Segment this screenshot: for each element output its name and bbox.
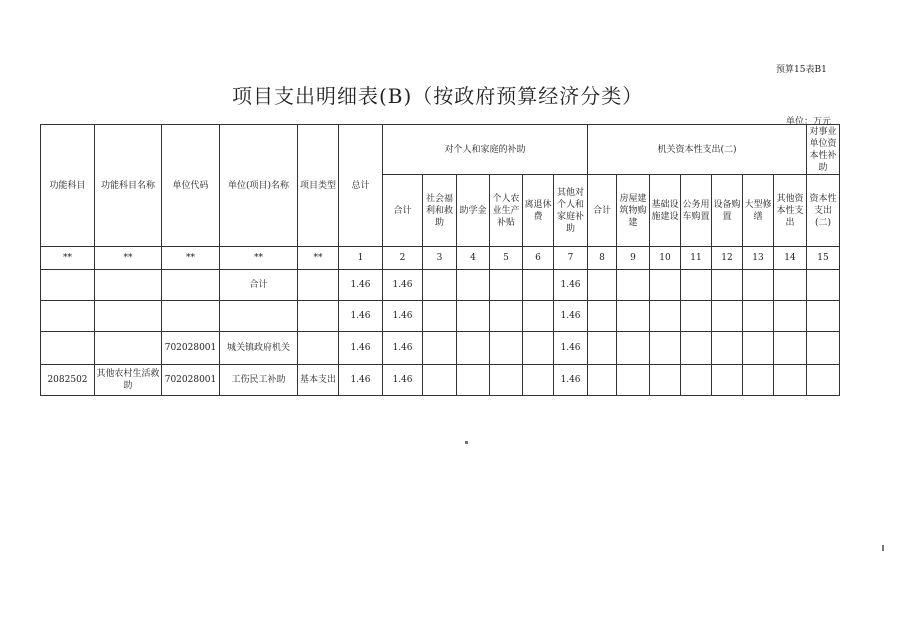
subheader-cell: 个人农业生产补贴	[490, 175, 523, 247]
subtotal-cell: 1.46	[383, 270, 423, 301]
unit-code-cell: 702028001	[162, 365, 220, 396]
index-cell: 1	[339, 247, 383, 270]
index-cell: **	[220, 247, 298, 270]
subheader-cell: 合计	[588, 175, 617, 247]
table-row	[41, 332, 840, 365]
func-code-cell	[41, 332, 95, 365]
header-project-type: 项目类型	[298, 125, 339, 247]
unit-code-cell	[162, 270, 220, 301]
index-cell: **	[298, 247, 339, 270]
total-cell: 1.46	[339, 332, 383, 365]
type-cell: 基本支出	[298, 365, 339, 396]
func-name-cell	[95, 270, 162, 301]
header-unit-code: 单位代码	[162, 125, 220, 247]
index-cell: 6	[523, 247, 554, 270]
func-code-cell	[41, 270, 95, 301]
table-code: 预算15表B1	[776, 65, 827, 75]
func-name-cell	[95, 332, 162, 365]
subheader-cell: 大型修缮	[743, 175, 774, 247]
subheader-cell: 资本性支出(二)	[807, 175, 840, 247]
subheader-cell: 公务用车购置	[681, 175, 712, 247]
index-cell: 8	[588, 247, 617, 270]
subheader-cell: 社会福利和救助	[423, 175, 457, 247]
unit-name-cell	[220, 301, 298, 332]
header-func-name: 功能科目名称	[95, 125, 162, 247]
index-cell: 11	[681, 247, 712, 270]
unit-code-cell: 702028001	[162, 332, 220, 365]
subheader-cell: 离退休费	[523, 175, 554, 247]
func-code-cell: 2082502	[41, 365, 95, 396]
index-cell: 12	[712, 247, 743, 270]
index-cell: 7	[554, 247, 588, 270]
subheader-cell: 助学金	[457, 175, 490, 247]
index-cell: **	[95, 247, 162, 270]
header-group-enterprise: 对事业单位资本性补助	[807, 125, 840, 175]
header-group-personal: 对个人和家庭的补助	[383, 125, 588, 175]
index-cell: 3	[423, 247, 457, 270]
total-cell: 1.46	[339, 301, 383, 332]
unit-code-cell	[162, 301, 220, 332]
subheader-cell: 其他资本性支出	[774, 175, 807, 247]
subheader-cell: 设备购置	[712, 175, 743, 247]
index-cell: 10	[650, 247, 681, 270]
index-cell: 4	[457, 247, 490, 270]
table-row	[41, 270, 840, 301]
scan-dot	[465, 441, 468, 444]
total-cell: 1.46	[339, 270, 383, 301]
header-unit-name: 单位(项目)名称	[220, 125, 298, 247]
other-personal-cell: 1.46	[554, 365, 588, 396]
subtotal-cell: 1.46	[383, 365, 423, 396]
header-total: 总计	[339, 125, 383, 247]
header-group-capital: 机关资本性支出(二)	[588, 125, 807, 175]
index-cell: 5	[490, 247, 523, 270]
index-cell: 14	[774, 247, 807, 270]
other-personal-cell: 1.46	[554, 270, 588, 301]
header-func-code: 功能科目	[41, 125, 95, 247]
type-cell	[298, 270, 339, 301]
index-row	[41, 247, 840, 270]
unit-name-cell: 城关镇政府机关	[220, 332, 298, 365]
index-cell: 15	[807, 247, 840, 270]
subheader-cell: 合计	[383, 175, 423, 247]
type-cell	[298, 301, 339, 332]
unit-name-cell: 工伤民工补助	[220, 365, 298, 396]
index-cell: **	[162, 247, 220, 270]
func-name-cell	[95, 301, 162, 332]
subtotal-cell: 1.46	[383, 301, 423, 332]
unit-name-cell: 合计	[220, 270, 298, 301]
subheader-cell: 房屋建筑物购建	[617, 175, 650, 247]
other-personal-cell: 1.46	[554, 332, 588, 365]
total-cell: 1.46	[339, 365, 383, 396]
subheader-cell: 基础设施建设	[650, 175, 681, 247]
expenditure-table	[40, 124, 840, 396]
table-row	[41, 301, 840, 332]
index-cell: 13	[743, 247, 774, 270]
index-cell: **	[41, 247, 95, 270]
func-code-cell	[41, 301, 95, 332]
subtotal-cell: 1.46	[383, 332, 423, 365]
other-personal-cell: 1.46	[554, 301, 588, 332]
subheader-cell: 其他对个人和家庭补助	[554, 175, 588, 247]
index-cell: 9	[617, 247, 650, 270]
func-name-cell: 其他农村生活救助	[95, 365, 162, 396]
index-cell: 2	[383, 247, 423, 270]
type-cell	[298, 332, 339, 365]
unit-label: 单位：万元	[786, 117, 832, 127]
scan-mark	[882, 545, 884, 551]
table-row	[41, 365, 840, 396]
page-title: 项目支出明细表(B)（按政府预算经济分类）	[232, 84, 644, 108]
